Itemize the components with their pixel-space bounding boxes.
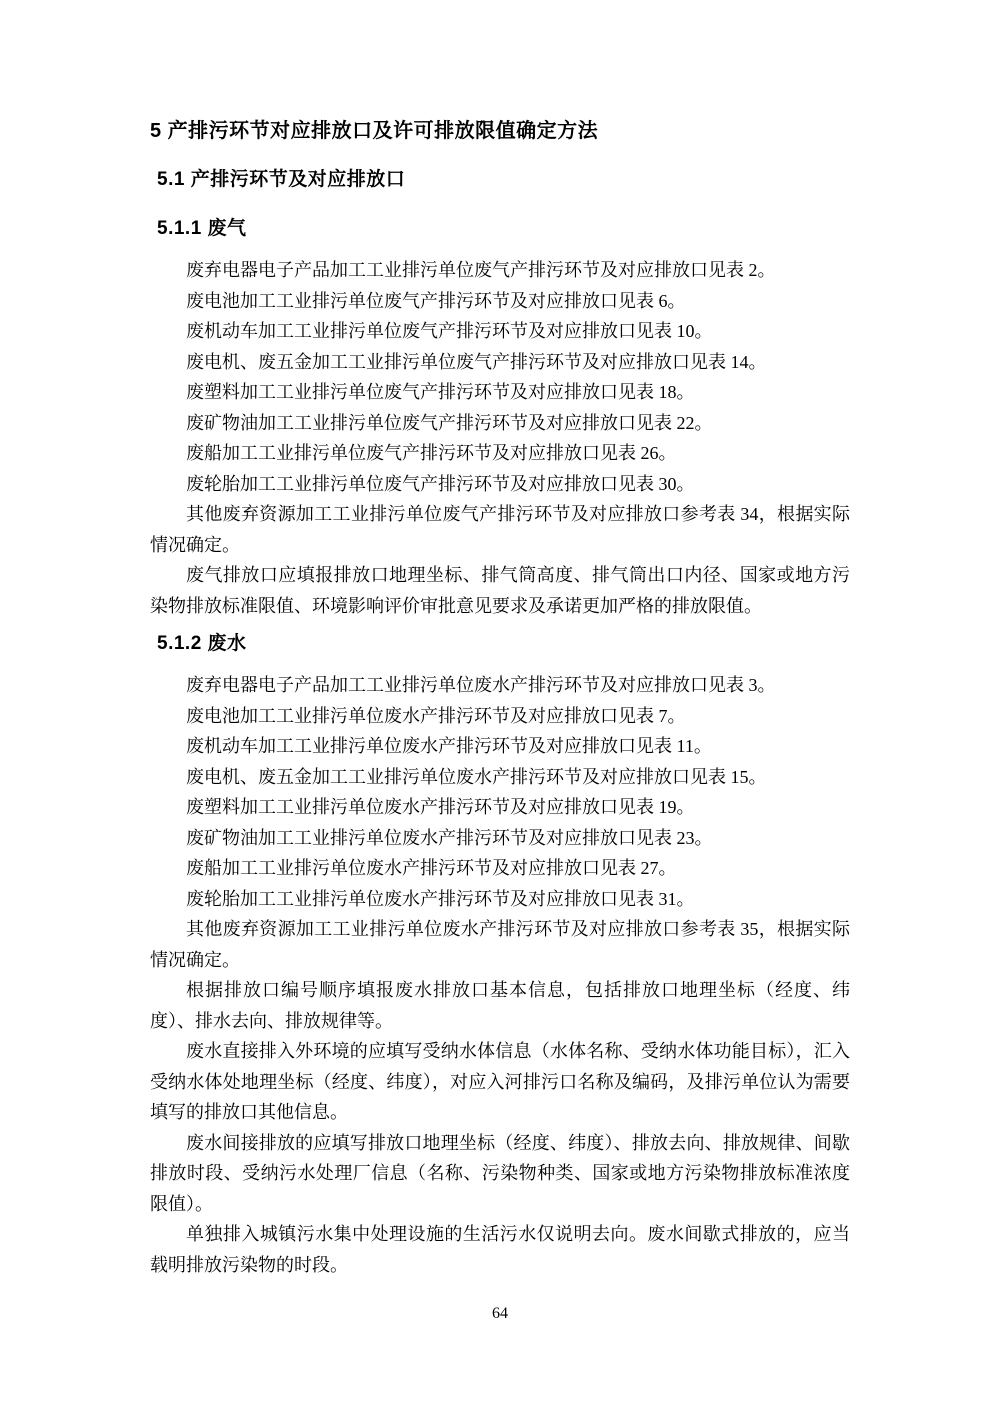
waste-gas-paragraph: 废矿物油加工工业排污单位废气产排污环节及对应排放口见表 22。 — [186, 412, 713, 433]
section-5-heading: 5 产排污环节对应排放口及许可排放限值确定方法 — [150, 120, 599, 142]
waste-water-paragraph: 废机动车加工工业排污单位废水产排污环节及对应排放口见表 11。 — [186, 736, 712, 756]
waste-gas-paragraph: 废弃电器电子产品加工工业排污单位废气产排污环节及对应排放口见表 2。 — [186, 260, 776, 280]
section-5-1-2-heading: 5.1.2 废水 — [157, 633, 247, 654]
waste-water-paragraph: 单独排入城镇污水集中处理设施的生活污水仅说明去向。废水间歇式排放的，应当载明排放污染物的时段。 — [150, 1224, 850, 1275]
page-number: 64 — [492, 1305, 508, 1322]
waste-gas-paragraph: 废轮胎加工工业排污单位废气产排污环节及对应排放口见表 30。 — [186, 473, 695, 494]
waste-water-paragraph: 废矿物油加工工业排污单位废水产排污环节及对应排放口见表 23。 — [186, 827, 713, 848]
waste-water-paragraph: 其他废弃资源加工工业排污单位废水产排污环节及对应排放口参考表 35，根据实际情况确定。 — [150, 919, 850, 970]
waste-gas-paragraphs — [150, 255, 850, 621]
waste-water-paragraph: 废水直接排入外环境的应填写受纳水体信息（水体名称、受纳水体功能目标），汇入受纳水体处地理坐标（经度、纬度），对应入河排污口名称及编码，及排污单位认为需要填写的排放口其他信息。 — [150, 1041, 850, 1122]
waste-gas-paragraph: 废机动车加工工业排污单位废气产排污环节及对应排放口见表 10。 — [186, 321, 713, 341]
waste-gas-paragraph: 废电池加工工业排污单位废气产排污环节及对应排放口见表 6。 — [186, 290, 686, 311]
section-5-1-heading: 5.1 产排污环节及对应排放口 — [157, 169, 406, 190]
waste-water-paragraph: 根据排放口编号顺序填报废水排放口基本信息，包括排放口地理坐标（经度、纬度）、排水去向、排放规律等。 — [150, 980, 850, 1031]
waste-water-paragraph: 废轮胎加工工业排污单位废水产排污环节及对应排放口见表 31。 — [186, 888, 695, 909]
waste-water-paragraphs — [150, 670, 850, 1280]
waste-water-paragraph: 废船加工工业排污单位废水产排污环节及对应排放口见表 27。 — [186, 858, 677, 878]
waste-gas-paragraph: 其他废弃资源加工工业排污单位废气产排污环节及对应排放口参考表 34，根据实际情况确定。 — [150, 504, 850, 555]
waste-water-paragraph: 废塑料加工工业排污单位废水产排污环节及对应排放口见表 19。 — [186, 797, 695, 817]
waste-water-paragraph: 废弃电器电子产品加工工业排污单位废水产排污环节及对应排放口见表 3。 — [186, 675, 776, 695]
waste-water-paragraph: 废电池加工工业排污单位废水产排污环节及对应排放口见表 7。 — [186, 705, 686, 726]
waste-gas-paragraph: 废船加工工业排污单位废气产排污环节及对应排放口见表 26。 — [186, 443, 677, 463]
section-5-1-1-heading: 5.1.1 废气 — [157, 218, 247, 239]
waste-gas-paragraph: 废气排放口应填报排放口地理坐标、排气筒高度、排气筒出口内径、国家或地方污染物排放标准限值、环境影响评价审批意见要求及承诺更加严格的排放限值。 — [150, 565, 850, 616]
waste-gas-paragraph: 废电机、废五金加工工业排污单位废气产排污环节及对应排放口见表 14。 — [186, 351, 767, 372]
waste-water-paragraph: 废电机、废五金加工工业排污单位废水产排污环节及对应排放口见表 15。 — [186, 766, 767, 787]
page-content — [150, 118, 850, 1280]
waste-water-paragraph: 废水间接排放的应填写排放口地理坐标（经度、纬度）、排放去向、排放规律、间歇排放时段、受纳污水处理厂信息（名称、污染物种类、国家或地方污染物排放标准浓度限值）。 — [150, 1132, 850, 1214]
waste-gas-paragraph: 废塑料加工工业排污单位废气产排污环节及对应排放口见表 18。 — [186, 382, 695, 402]
